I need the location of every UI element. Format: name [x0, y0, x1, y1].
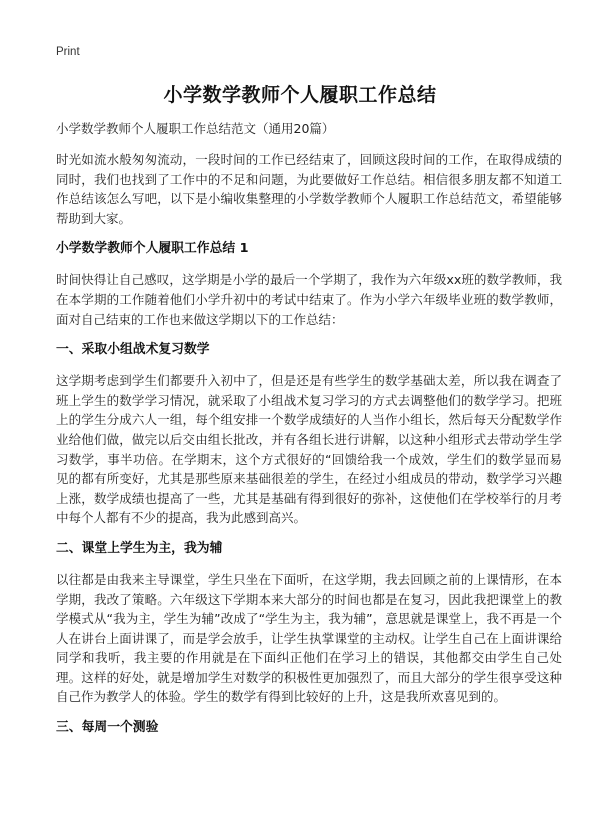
print-link[interactable]: Print [56, 46, 80, 58]
document-body [56, 120, 562, 749]
article-intro-paragraph: 时间快得让自己感叹，这学期是小学的最后一个学期了，我作为六年级xx班的数学教师，我在本学期的工作随着他们小学升初中的考试中结束了。作为小学六年级毕业班的数学教师，面对自己结束的工作也来做这学期以下的工作总结： [56, 272, 562, 327]
section-body-2: 以往都是由我来主导课堂，学生只坐在下面听，在这学期，我去回顾之前的上课情形，在本学期，我改了策略。六年级这下学期本来大部分的时间也都是在复习，因此我把课堂上的教学模式从“我为主，学生为辅”改成了“学生为主，我为辅”，意思就是课堂上，我不再是一个人在讲台上面讲课了，而是学会放手，让学生执掌课堂的主动权。让学生自己在上面讲课给同学和我听，我主要的作用就是在下面纠正他们在学习上的错误，其他都交由学生自己处理。这样的好处，就是增加学生对数学的积极性更加强烈了，而且大部分的学生很享受这种自己作为教学人的体验。学生的数学有得到比较好的上升，这是我所欢喜见到的。 [56, 571, 562, 705]
section-body-1: 这学期考虑到学生们都要升入初中了，但是还是有些学生的数学基础太差，所以我在调查了班上学生的数学学习情况，就采取了小组战术复习学习的方式去调整他们的数学学习。把班上的学生分成六人一组，每个组安排一个数学成绩好的人当作小组长，然后每天分配数学作业给他们做，做完以后交由组长批改，并有各组长进行讲解，以这种小组形式去带动学生学习数学，事半功倍。在学期末，这个方式很好的“回馈给我一个成效，学生们的数学显而易见的都有所变好，尤其是那些原来基础很差的学生，在经过小组成员的带动，数学学习兴趣上涨，数学成绩也提高了一些，尤其是基础有得到很好的弥补，这使他们在学校举行的月考中每个人都有不少的提高，我为此感到高兴。 [56, 373, 562, 526]
section-heading-2: 二、课堂上学生为主，我为辅 [56, 540, 223, 556]
article-heading: 小学数学教师个人履职工作总结 1 [56, 241, 249, 257]
document-subtitle: 小学数学教师个人履职工作总结范文（通用20篇） [56, 121, 335, 136]
section-heading-3: 三、每周一个测验 [56, 720, 159, 736]
section-heading-1: 一、采取小组战术复习数学 [56, 342, 210, 358]
document-title: 小学数学教师个人履职工作总结 [163, 84, 437, 106]
intro-paragraph: 时光如流水般匆匆流动，一段时间的工作已经结束了，回顾这段时间的工作，在取得成绩的同时，我们也找到了工作中的不足和问题，为此要做好工作总结。相信很多朋友都不知道工作总结该怎么写吧，以下是小编收集整理的小学数学教师个人履职工作总结范文，希望能够帮助到大家。 [56, 152, 562, 226]
